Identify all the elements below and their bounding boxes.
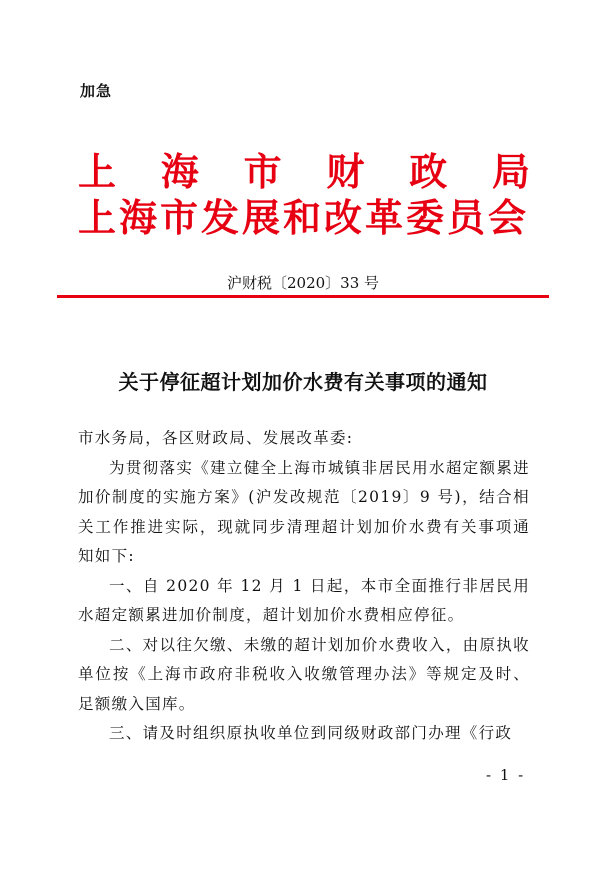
issuer-line-finance-bureau <box>78 150 530 194</box>
issuer-char: 局 <box>491 150 530 194</box>
body-paragraph: 三、请及时组织原执收单位到同级财政部门办理《行政 <box>109 724 513 742</box>
document-number: 沪财税〔2020〕33 号 <box>226 274 380 292</box>
issuer-char: 财 <box>326 150 365 194</box>
issuer-char: 海 <box>160 150 199 194</box>
document-title: 关于停征超计划加价水费有关事项的通知 <box>118 370 488 394</box>
urgency-label: 加急 <box>80 82 113 100</box>
page-number: - 1 - <box>486 766 526 784</box>
issuer-char: 政 <box>409 150 448 194</box>
document-body <box>78 424 530 749</box>
salutation: 市水务局，各区财政局、发展改革委: <box>78 429 354 447</box>
issuer-char: 市 <box>243 150 282 194</box>
body-paragraph: 一、自 2020 年 12 月 1 日起，本市全面推行非居民用水超定额累进加价制度，超计划加价水费相应停征。 <box>78 576 530 624</box>
body-paragraph: 为贯彻落实《建立健全上海市城镇非居民用水超定额累进加价制度的实施方案》(沪发改规范〔2019〕9 号)，结合相关工作推进实际，现就同步清理超计划加价水费有关事项通知如下: <box>78 458 530 565</box>
issuer-char: 上 <box>78 150 117 194</box>
red-divider-line <box>57 295 549 298</box>
body-paragraph: 二、对以往欠缴、未缴的超计划加价水费收入，由原执收单位按《上海市政府非税收入收缴管理办法》等规定及时、足额缴入国库。 <box>78 635 530 713</box>
issuer-line-development-commission: 上海市发展和改革委员会 <box>78 196 530 240</box>
